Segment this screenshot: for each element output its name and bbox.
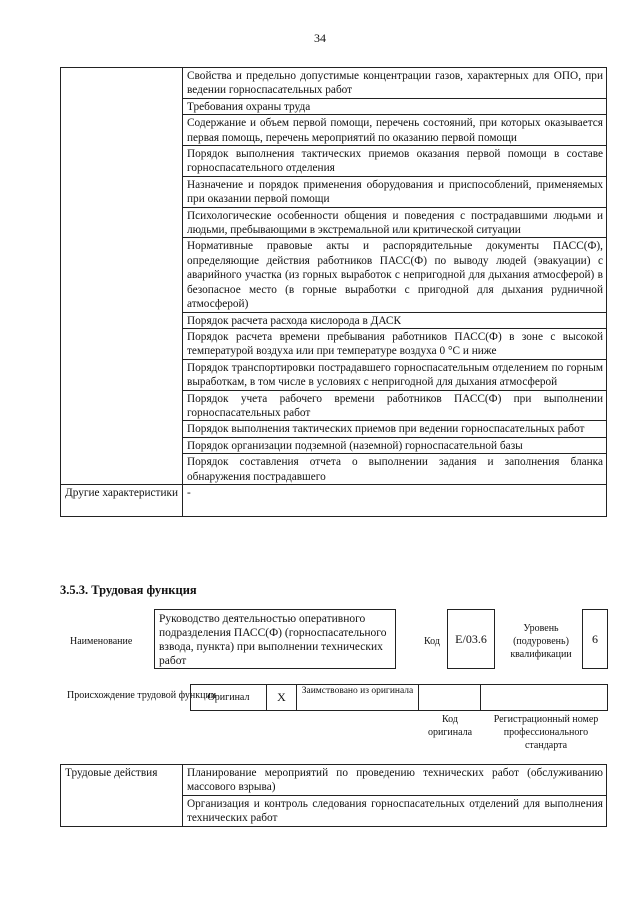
knowledge-item: Порядок организации подземной (наземной) горноспасательной базы [183, 437, 607, 453]
labor-actions-label: Трудовые действия [61, 765, 183, 827]
knowledge-item: Порядок выполнения тактических приемов при ведении горноспасательных работ [183, 421, 607, 437]
knowledge-item: Содержание и объем первой помощи, перечень состояний, при которых оказывается первая помощь, перечень мероприятий по оказанию первой помощи [183, 115, 607, 146]
origin-label: Происхождение трудовой функции [67, 690, 217, 701]
other-characteristics-value: - [183, 484, 607, 516]
labor-actions-table [60, 764, 607, 827]
knowledge-item: Требования охраны труда [183, 98, 607, 114]
table-row [61, 68, 607, 99]
knowledge-item: Порядок учета рабочего времени работников ПАСС(Ф) при выполнении горноспасательных работ [183, 390, 607, 421]
code-value-box: E/03.6 [447, 609, 495, 669]
qualification-level-label: Уровень (подуровень) квалификации [510, 623, 572, 660]
code-label: Код [424, 636, 440, 647]
empty-label-cell [61, 68, 183, 485]
knowledge-item: Порядок расчета расхода кислорода в ДАСК [183, 312, 607, 328]
knowledge-item: Порядок расчета времени пребывания работников ПАСС(Ф) в зоне с высокой температурой воздуха или при температуре воздуха 0 °С и ниже [183, 328, 607, 359]
knowledge-item: Порядок выполнения тактических приемов оказания первой помощи в составе горноспасательного отделения [183, 146, 607, 177]
qualification-level-box: 6 [582, 609, 608, 669]
page-number: 34 [314, 31, 326, 45]
function-name-box: Руководство деятельностью оперативного подразделения ПАСС(Ф) (горноспасательного взвода, пункта) при выполнении технических работ [154, 609, 396, 669]
knowledge-item: Назначение и порядок применения оборудования и приспособлений, применяемых при оказании первой помощи [183, 176, 607, 207]
labor-action-item: Планирование мероприятий по проведению технических работ (обслуживанию массового взрыва) [183, 765, 607, 796]
original-code-caption: Код оригинала [427, 714, 473, 738]
registration-number-cell [481, 685, 607, 710]
other-characteristics-label: Другие характеристики [61, 484, 183, 516]
original-mark: X [267, 685, 297, 710]
registration-number-caption: Регистрационный номер профессионального стандарта [493, 714, 599, 751]
labor-action-item: Организация и контроль следования горноспасательных отделений для выполнения технических работ [183, 795, 607, 826]
section-heading: 3.5.3. Трудовая функция [60, 583, 197, 597]
table-row [61, 765, 607, 796]
borrowed-label: Заимствовано из оригинала [297, 685, 419, 710]
name-label: Наименование [70, 636, 133, 647]
original-label: Оригинал [191, 685, 267, 710]
origin-row [190, 684, 608, 711]
original-code-cell [419, 685, 481, 710]
knowledge-item: Нормативные правовые акты и распорядительные документы ПАСС(Ф), определяющие действия работников ПАСС(Ф) по выводу людей (эвакуации) с аварийного участка (из горных выработок с непригодной для дыхания атмосферой) в безопасное место (в горные выработки с пригодной для дыхания рудничной атмосферой) [183, 238, 607, 312]
knowledge-item: Порядок составления отчета о выполнении задания и заполнения бланка обнаружения пострадавшего [183, 454, 607, 485]
knowledge-item: Свойства и предельно допустимые концентрации газов, характерных для ОПО, при ведении горноспасательных работ [183, 68, 607, 99]
table-row [61, 484, 607, 516]
knowledge-item: Психологические особенности общения и поведения с пострадавшими людьми и людьми, пребывающими в экстремальной или критической ситуации [183, 207, 607, 238]
knowledge-item: Порядок транспортировки пострадавшего горноспасательным отделением по горным выработкам, в том числе в условиях с непригодной для дыхания атмосферой [183, 359, 607, 390]
knowledge-table-continuation [60, 67, 607, 517]
